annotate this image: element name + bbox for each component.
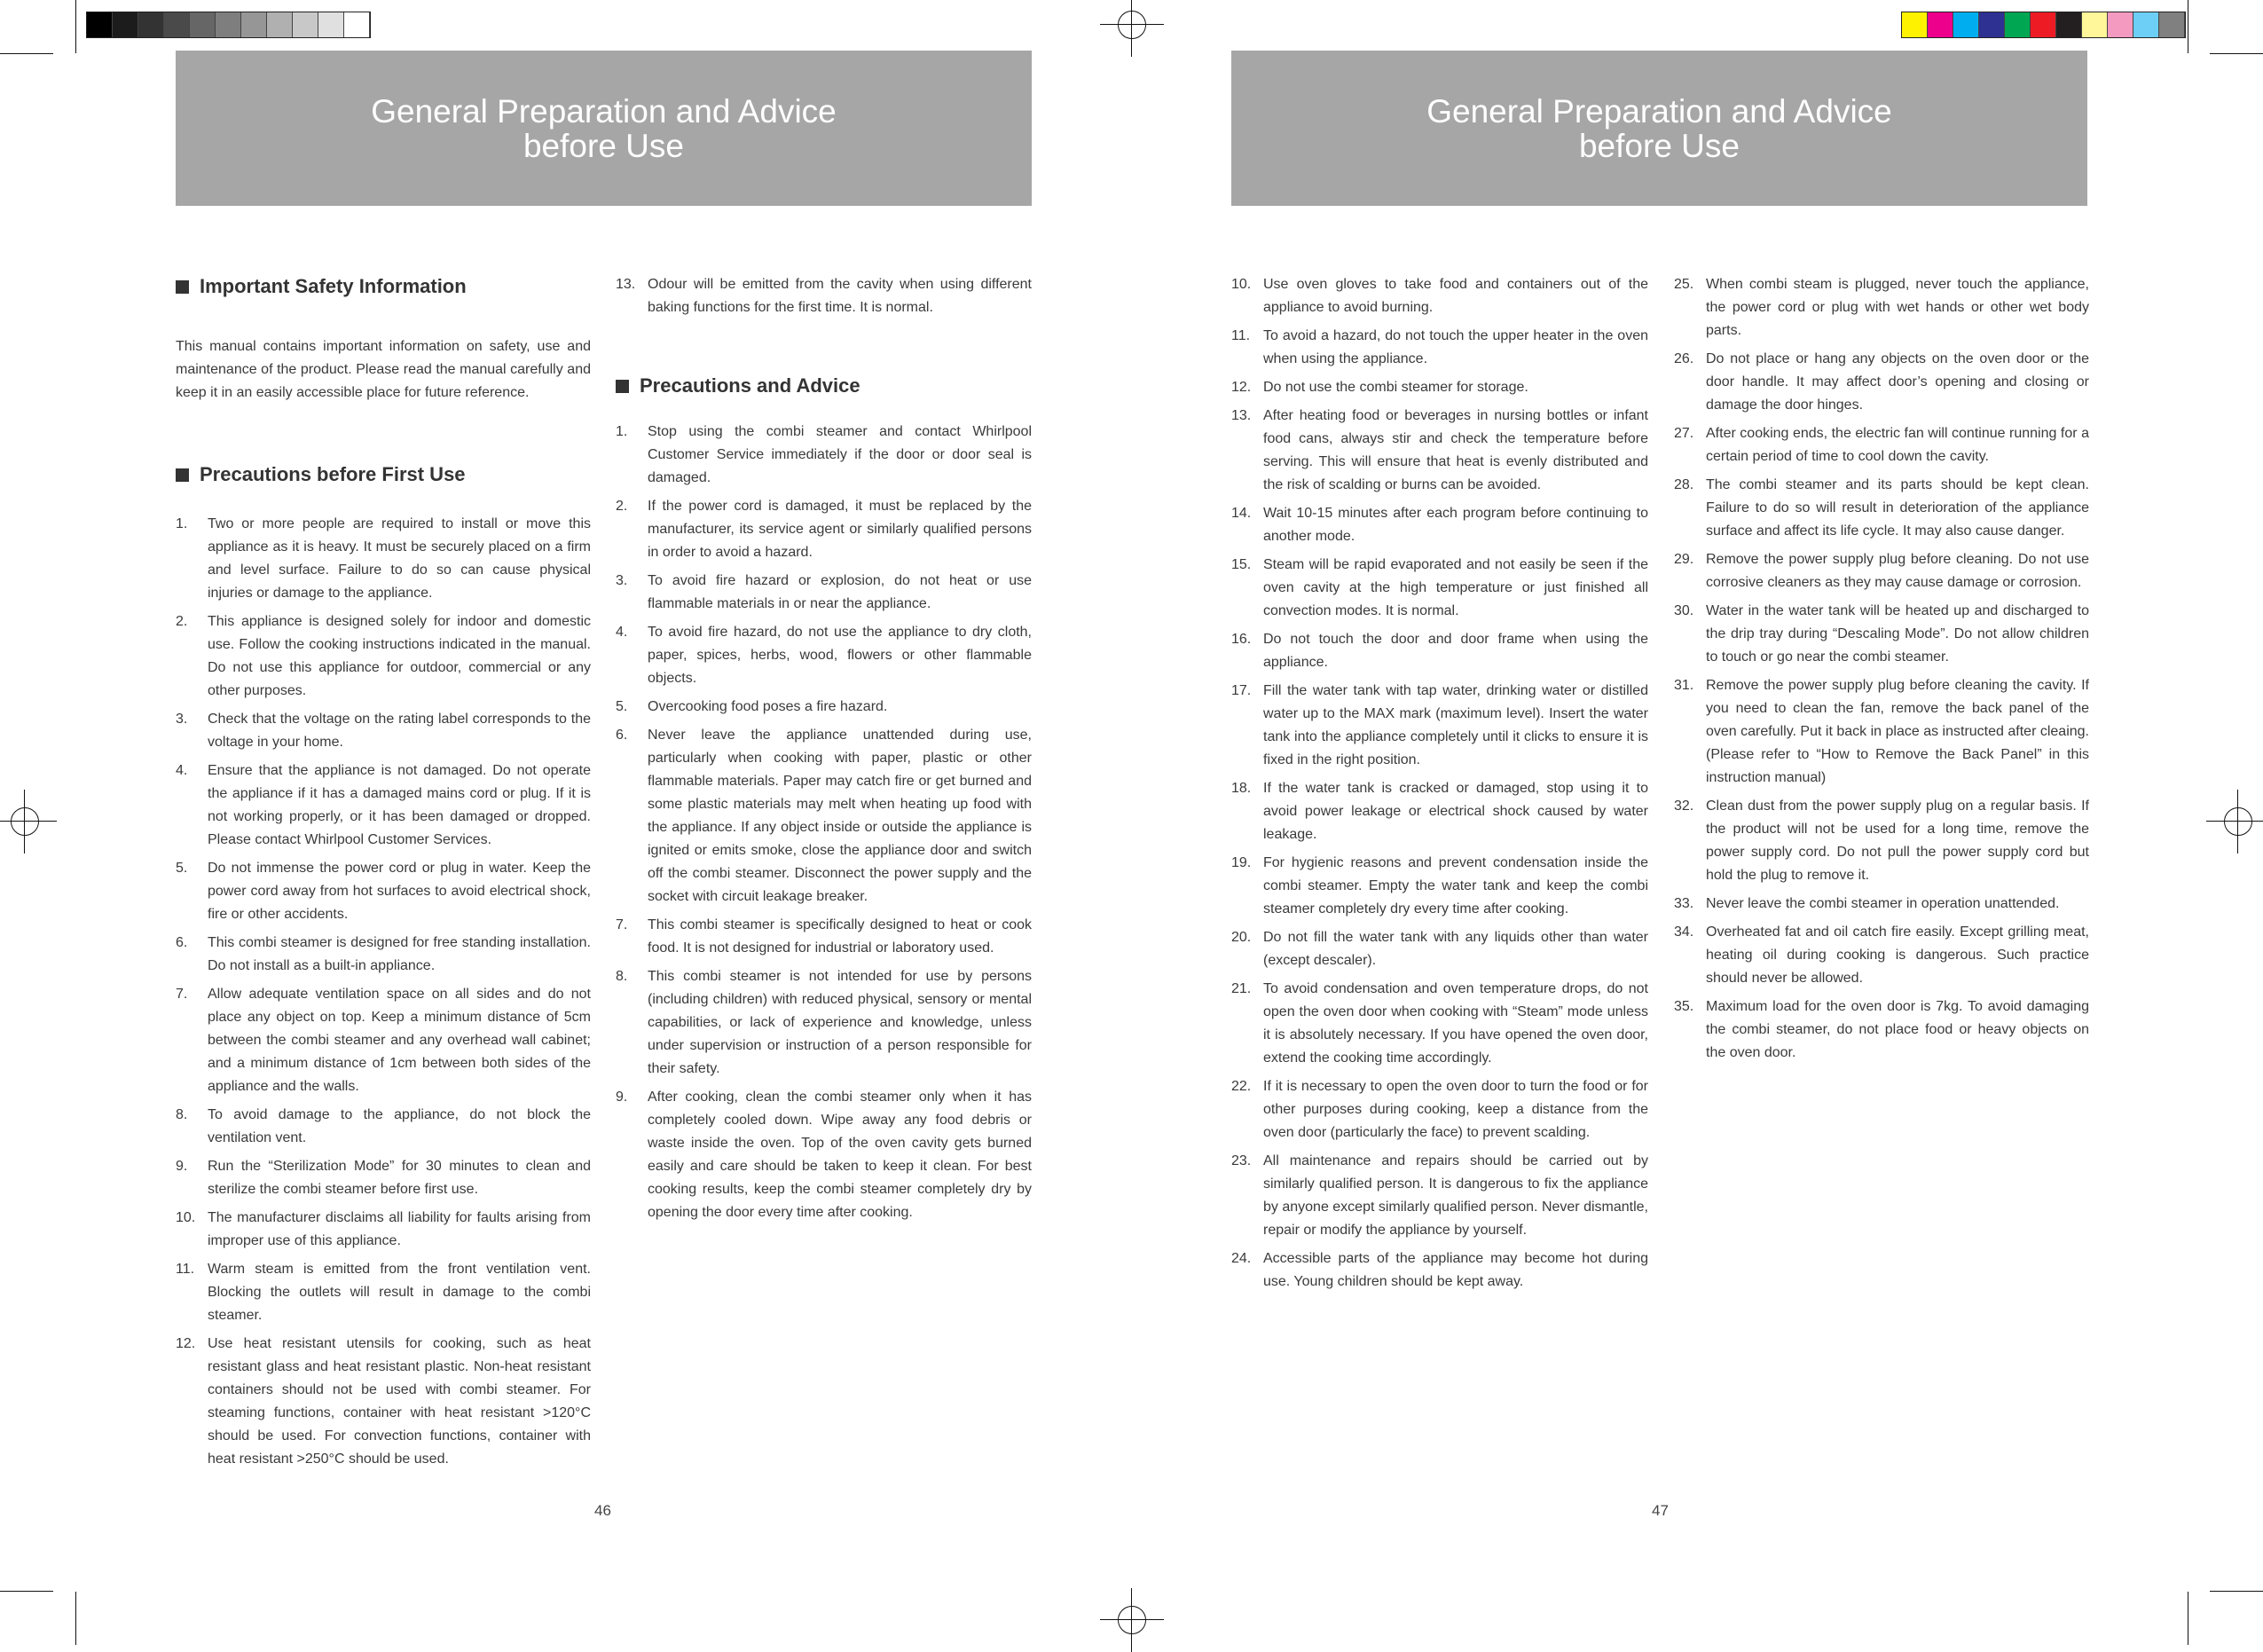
grayscale-color-bar <box>86 12 371 38</box>
list-item: 12. Use heat resistant utensils for cooking, such as heat resistant glass and heat resistant plastic. Non-heat resistant containers should not be used with combi steamer. For steaming functions, container with heat resistant >120°C should be used. For convection functions, container with heat resistant >250°C should be used. <box>176 1336 591 1467</box>
safety-heading: Important Safety Information <box>176 273 591 300</box>
color-swatch <box>2159 12 2185 37</box>
list-item: 10. The manufacturer disclaims all liability for faults arising from improper use of this appliance. <box>176 1210 591 1248</box>
first-use-heading: Precautions before First Use <box>176 461 591 488</box>
list-item: 29. Remove the power supply plug before cleaning. Do not use corrosive cleaners as they may cause damage or corrosion. <box>1674 552 2089 590</box>
list-item: 18. If the water tank is cracked or damaged, stop using it to avoid power leakage or electrical shock caused by water leakage. <box>1231 781 1648 842</box>
first-use-list-continued <box>616 273 1032 319</box>
list-item: 6. Never leave the appliance unattended during use, particularly when cooking with paper, plastic or other flammable materials. Paper may catch fire or get burned and some plastic materials may melt when heating up food with the appliance. If any object inside or outside the appliance is ignited or emits smoke, close the appliance door and switch off the combi steamer. Disconnect the power supply and the socket with circuit leakage breaker. <box>616 728 1032 904</box>
list-item: 12. Do not use the combi steamer for storage. <box>1231 380 1528 395</box>
color-swatch <box>1979 12 2005 37</box>
registration-mark-bottom <box>1100 1588 1164 1652</box>
square-bullet-icon <box>176 280 189 294</box>
banner-title-line2: before Use <box>523 127 684 164</box>
color-swatch <box>241 12 267 37</box>
left-page-column-1 <box>176 273 591 1476</box>
list-item: 23. All maintenance and repairs should be carried out by similarly qualified person. It is dangerous to fix the appliance by anyone except similarly qualified person. Never dismantle, repair or modify the appliance by yourself. <box>1231 1153 1648 1238</box>
list-item: 25. When combi steam is plugged, never touch the appliance, the power cord or plug with wet hands or other wet body parts. <box>1674 277 2089 338</box>
list-item: 11. Warm steam is emitted from the front ventilation vent. Blocking the outlets will result in damage to the combi steamer. <box>176 1262 591 1323</box>
list-item: 20. Do not fill the water tank with any liquids other than water (except descaler). <box>1231 930 1648 968</box>
registration-mark-left <box>0 790 57 854</box>
list-item: 21. To avoid condensation and oven temperature drops, do not open the oven door when cooking with “Steam” mode unless it is absolutely necessary. If you have opened the oven door, extend the cooking time accordingly. <box>1231 981 1648 1066</box>
color-swatch <box>1953 12 1979 37</box>
banner-title-line1: General Preparation and Advice <box>1426 92 1892 130</box>
left-page-banner <box>176 51 1032 206</box>
list-item: 34. Overheated fat and oil catch fire easily. Except grilling meat, heating oil during cooking is dangerous. Such practice should never be allowed. <box>1674 924 2089 986</box>
right-page-column-2 <box>1674 273 2089 1070</box>
list-item: 30. Water in the water tank will be heated up and discharged to the drip tray during “Descaling Mode”. Do not allow children to touch or go near the combi steamer. <box>1674 603 2089 665</box>
square-bullet-icon <box>176 468 189 482</box>
color-swatch <box>190 12 216 37</box>
list-item: 8. To avoid damage to the appliance, do not block the ventilation vent. <box>176 1107 591 1145</box>
list-item: 9. Run the “Sterilization Mode” for 30 minutes to clean and sterilize the combi steamer before first use. <box>176 1159 591 1197</box>
color-swatch <box>138 12 164 37</box>
list-item: 13. After heating food or beverages in nursing bottles or infant food cans, always stir and check the temperature before serving. This will ensure that heat is evenly distributed and the risk of scalding or burns can be avoided. <box>1231 408 1648 492</box>
list-item: 33. Never leave the combi steamer in operation unattended. <box>1674 896 2060 911</box>
list-item: 10. Use oven gloves to take food and containers out of the appliance to avoid burning. <box>1231 277 1648 315</box>
color-swatch <box>2005 12 2031 37</box>
color-swatch <box>164 12 190 37</box>
list-item: 28. The combi steamer and its parts should be kept clean. Failure to do so will result in deterioration of the appliance surface and affect its life cycle. It may also cause danger. <box>1674 477 2089 539</box>
color-swatch <box>216 12 241 37</box>
advice-heading: Precautions and Advice <box>616 373 1032 399</box>
list-item: 11. To avoid a hazard, do not touch the upper heater in the oven when using the appliance. <box>1231 328 1648 366</box>
left-page-column-2 <box>616 273 1032 1230</box>
color-swatch <box>1902 12 1928 37</box>
color-swatch <box>1928 12 1953 37</box>
color-swatch <box>293 12 318 37</box>
list-item: 15. Steam will be rapid evaporated and not easily be seen if the oven cavity at the high temperature or just finished all convection modes. It is normal. <box>1231 557 1648 618</box>
list-item: 17. Fill the water tank with tap water, drinking water or distilled water up to the MAX mark (maximum level). Insert the water tank into the appliance completely until it clicks to ensure it is fixed in the right position. <box>1231 683 1648 767</box>
list-item: 19. For hygienic reasons and prevent condensation inside the combi steamer. Empty the water tank and keep the combi steamer completely dry every time after cooking. <box>1231 855 1648 916</box>
list-item: 2. If the power cord is damaged, it must be replaced by the manufacturer, its service agent or similarly qualified persons in order to avoid a hazard. <box>616 499 1032 560</box>
list-item: 35. Maximum load for the oven door is 7kg. To avoid damaging the combi steamer, do not place food or heavy objects on the oven door. <box>1674 999 2089 1060</box>
process-color-bar <box>1901 12 2186 38</box>
list-item: 14. Wait 10-15 minutes after each program before continuing to another mode. <box>1231 506 1648 544</box>
page-number-left: 46 <box>594 1502 611 1519</box>
list-item: 6. This combi steamer is designed for free standing installation. Do not install as a built-in appliance. <box>176 935 591 973</box>
advice-list <box>616 421 1032 1224</box>
safety-paragraph: This manual contains important information on safety, use and maintenance of the product. Please read the manual carefully and keep it in an easily accessible place for future reference. <box>176 339 591 400</box>
square-bullet-icon <box>616 380 629 393</box>
list-item: 16. Do not touch the door and door frame when using the appliance. <box>1231 632 1648 670</box>
color-swatch <box>267 12 293 37</box>
advice-list-continued <box>1231 273 1648 1294</box>
color-swatch <box>113 12 138 37</box>
color-swatch <box>318 12 344 37</box>
list-item: 22. If it is necessary to open the oven door to turn the food or for other purposes during cooking, keep a distance from the oven door (particularly the face) to prevent scalding. <box>1231 1079 1648 1140</box>
banner-title-line2: before Use <box>1578 127 1740 164</box>
list-item: 7. This combi steamer is specifically designed to heat or cook food. It is not designed for industrial or laboratory used. <box>616 917 1032 956</box>
registration-mark-top <box>1100 0 1164 57</box>
color-swatch <box>87 12 113 37</box>
list-item: 8. This combi steamer is not intended for use by persons (including children) with reduced physical, sensory or mental capabilities, or lack of experience and knowledge, unless under supervision or instruction of a person responsible for their safety. <box>616 969 1032 1076</box>
page-number-right: 47 <box>1652 1502 1669 1519</box>
list-item: 4. To avoid fire hazard, do not use the appliance to dry cloth, paper, spices, herbs, wood, flowers or other flammable objects. <box>616 625 1032 686</box>
list-item: 13. Odour will be emitted from the cavity when using different baking functions for the first time. It is normal. <box>616 277 1032 315</box>
list-item: 7. Allow adequate ventilation space on all sides and do not place any object on top. Keep a minimum distance of 5cm between the combi steamer and any overhead wall cabinet; and a minimum distance of 1cm between both sides of the appliance and the walls. <box>176 987 591 1094</box>
list-item: 3. Check that the voltage on the rating label corresponds to the voltage in your home. <box>176 712 591 750</box>
list-item: 32. Clean dust from the power supply plug on a regular basis. If the product will not be used for a long time, remove the power supply cord. Do not pull the power supply cord but hold the plug to remove it. <box>1674 798 2089 883</box>
list-item: 1. Two or more people are required to install or move this appliance as it is heavy. It must be securely placed on a firm and level surface. Failure to do so can cause physical injuries or damage to the appliance. <box>176 516 591 601</box>
list-item: 31. Remove the power supply plug before cleaning the cavity. If you need to clean the fan, remove the back panel of the oven carefully. Put it back in place as instructed after cleaing. (Please refer to “How to Remove the Back Panel” in this instruction manual) <box>1674 678 2089 785</box>
right-page-column-1 <box>1231 273 1648 1299</box>
list-item: 1. Stop using the combi steamer and contact Whirlpool Customer Service immediately if the door or door seal is damaged. <box>616 424 1032 485</box>
first-use-list <box>176 513 591 1471</box>
list-item: 5. Do not immense the power cord or plug in water. Keep the power cord away from hot surfaces to avoid electrical shock, fire or other accidents. <box>176 861 591 922</box>
list-item: 9. After cooking, clean the combi steamer only when it has completely cooled down. Wipe away any food debris or waste inside the oven. Top of the oven cavity gets burned easily and care should be taken to keep it clean. For best cooking results, keep the combi steamer completely dry by opening the door every time after cooking. <box>616 1090 1032 1220</box>
list-item: 5. Overcooking food poses a fire hazard. <box>616 699 888 714</box>
list-item: 26. Do not place or hang any objects on the oven door or the door handle. It may affect door’s opening and closing or damage the door hinges. <box>1674 351 2089 413</box>
color-swatch <box>2082 12 2108 37</box>
color-swatch <box>2133 12 2159 37</box>
list-item: 27. After cooking ends, the electric fan will continue running for a certain period of time to cool down the cavity. <box>1674 426 2089 464</box>
right-page-banner <box>1231 51 2087 206</box>
list-item: 3. To avoid fire hazard or explosion, do not heat or use flammable materials in or near the appliance. <box>616 573 1032 611</box>
banner-title-line1: General Preparation and Advice <box>371 92 837 130</box>
color-swatch <box>2056 12 2082 37</box>
advice-list-continued-2 <box>1674 273 2089 1065</box>
list-item: 4. Ensure that the appliance is not damaged. Do not operate the appliance if it has a damaged mains cord or plug. If it is not working properly, or it has been damaged or dropped. Please contact Whirlpool Customer Services. <box>176 763 591 847</box>
color-swatch <box>2108 12 2133 37</box>
list-item: 2. This appliance is designed solely for indoor and domestic use. Follow the cooking instructions indicated in the manual. Do not use this appliance for outdoor, commercial or any other purposes. <box>176 614 591 698</box>
registration-mark-right <box>2206 790 2263 854</box>
list-item: 24. Accessible parts of the appliance may become hot during use. Young children should be kept away. <box>1231 1251 1648 1289</box>
color-swatch <box>344 12 370 37</box>
color-swatch <box>2031 12 2056 37</box>
